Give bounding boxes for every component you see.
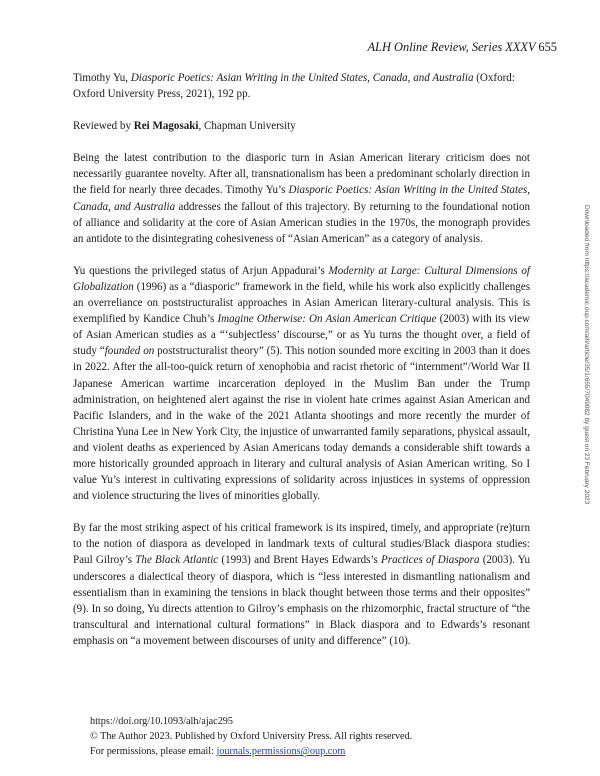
paragraph-2 (73, 263, 530, 504)
permissions-line (90, 744, 412, 759)
p3-italic-title-1: The Black Atlantic (135, 554, 219, 567)
paragraph-1 (73, 150, 530, 247)
book-publisher: (Oxford: Oxford University Press, 2021), 192 pp. (73, 72, 515, 101)
p1-text-c: addresses the fallout of this trajectory. By returning to the foundational notion of alliance and solidarity at the core of Asian American studies in the 1970s, the monograph provides an antidote to the disintegrating cohesiveness of “Asian American” as a category of analysis. (73, 200, 531, 245)
doi-link[interactable]: https://doi.org/10.1093/alh/ajac295 (90, 716, 233, 727)
footer (90, 714, 412, 760)
p2-text-a: Yu questions the privileged status of Arjun Appadurai’s (73, 264, 329, 277)
p1-italic-title: Diasporic Poetics: Asian Writing in the United States, Canada, and Australia (73, 184, 530, 213)
reviewer-name: Rei Magosaki (133, 120, 199, 133)
p2-italic-emphasis: founded on (104, 345, 155, 358)
reviewer-line (73, 118, 530, 134)
p2-italic-title-2: Imagine Otherwise: On Asian American Critique (217, 313, 437, 326)
download-watermark: Downloaded from https://academic.oup.com/alh/article/35/1/655/7049082 by guest on 23 February 2023 (583, 205, 590, 505)
p2-text-c: (1996) as a “diasporic” framework in the field, while his work also explicitly challenges an overreliance on poststructuralist approaches in Asian American literary-cultural analysis. This is exemplified by Kandice Chuh’s (73, 280, 530, 326)
journal-title: ALH Online Review, Series XXXV (367, 40, 536, 54)
p3-text-c: (1993) and Brent Hayes Edwards’s (218, 554, 382, 567)
reviewer-prefix: Reviewed by (73, 120, 134, 133)
book-citation (73, 70, 530, 102)
p3-italic-title-2: Practices of Diaspora (381, 554, 480, 567)
review-body (73, 70, 530, 665)
p2-text-g: poststructuralist theory” (5). This notion sounded more exciting in 2003 than it does in 2022. After the all-too-quick return of xenophobia and racist rhetoric of “internment”/World War II Japanese American wartime incarceration deployed in the Muslim Ban under the Trump administration, on heightened alert against the rise in violent hate crimes against Asian American and Pacific Islanders, and in the wake of the 2021 Atlanta shootings and more recently the murder of Christina Yuna Lee in New York City, the injustice of unwarranted family separations, physical assault, and violent deaths as experienced by Asian Americans today demands a considerable shift towards a more historically grounded approach in literary and cultural analysis of Asian American writing. So I value Yu’s interest in cultivating expressions of solidarity across injustices in systems of oppression and violence structuring the lives of minorities globally. (73, 345, 530, 503)
reviewer-affiliation: , Chapman University (198, 120, 296, 133)
running-head (367, 40, 557, 55)
copyright-notice: © The Author 2023. Published by Oxford University Press. All rights reserved. (90, 731, 413, 743)
permissions-prefix: For permissions, please email: (90, 746, 217, 758)
p2-text-e: (2003) with its view of Asian American studies as a “‘subjectless’ discourse,” or as Yu turns the thought over, a field of study “ (73, 313, 530, 358)
page-number: 655 (538, 40, 557, 54)
p2-italic-title-1: Modernity at Large: Cultural Dimensions of Globalization (73, 264, 530, 293)
book-author: Timothy Yu, (73, 72, 131, 84)
permissions-email-link[interactable]: journals.permissions@oup.com (216, 746, 346, 758)
paragraph-3 (73, 520, 530, 649)
book-title: Diasporic Poetics: Asian Writing in the United States, Canada, and Australia (130, 72, 474, 84)
p1-text-a: Being the latest contribution to the diasporic turn in Asian American literary criticism does not necessarily guarantee novelty. After all, transnationalism has been a predominant scholarly direction in the field for nearly three decades. Timothy Yu’s (73, 152, 530, 197)
p3-text-e: (2003). Yu underscores a dialectical theory of diaspora, which is “less interested in dismantling nationalism and essentialism than in examining the tensions in black thought between those terms and their opposites” (9). In so doing, Yu directs attention to Gilroy’s emphasis on the rhizomorphic, fractal structure of “the transcultural and international cultural formations” in Black diaspora and to Edwards’s resonant emphasis on “a movement between discourses of unity and difference” (10). (73, 554, 530, 647)
p3-text-a: By far the most striking aspect of his critical framework is its inspired, timely, and appropriate (re)turn to the notion of diaspora as developed in landmark texts of cultural studies/Black diaspora studies: Paul Gilroy’s (73, 522, 530, 567)
